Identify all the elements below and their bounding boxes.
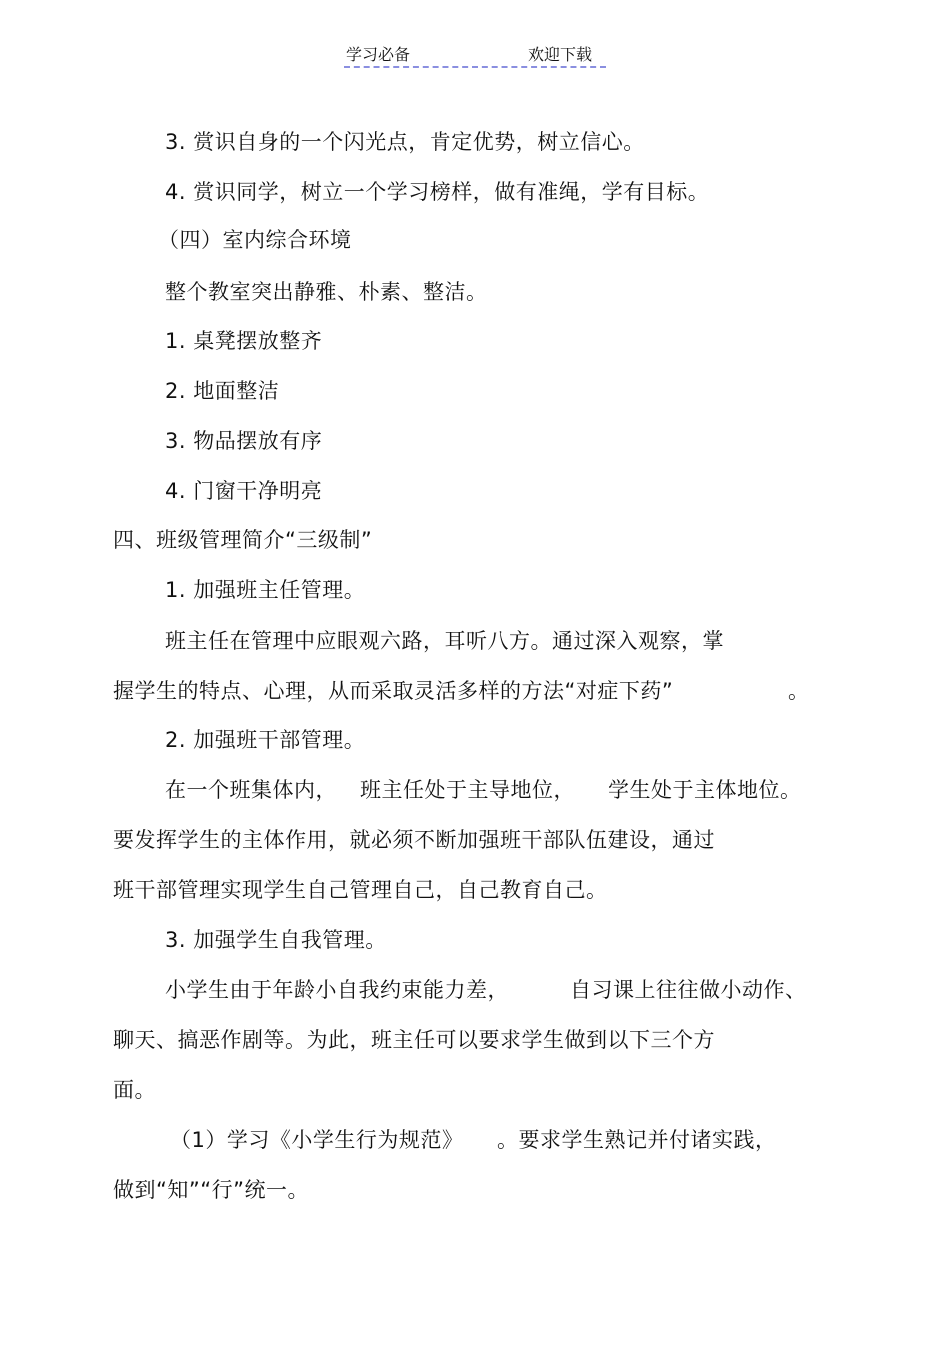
paragraph-line: 学生处于主体地位。 xyxy=(608,778,802,802)
paragraph-line: 做到“知”“行”统一。 xyxy=(113,1178,310,1202)
paragraph-line: 班主任处于主导地位， xyxy=(360,778,575,802)
section-heading: 四、班级管理简介“三级制” xyxy=(113,528,373,552)
paragraph-line: 握学生的特点、心理，从而采取灵活多样的方法“对症下药” xyxy=(113,679,674,703)
text-line: 3. 赏识自身的一个闪光点，肯定优势，树立信心。 xyxy=(165,130,645,154)
paragraph-line: 自习课上往往做小动作、 xyxy=(570,978,807,1002)
list-item: 1. 桌凳摆放整齐 xyxy=(165,329,323,353)
page-header xyxy=(344,38,606,68)
paragraph-line: 面。 xyxy=(113,1078,156,1102)
section-heading: （四）室内综合环境 xyxy=(158,228,352,252)
paragraph-line: 在一个班集体内， xyxy=(165,778,337,802)
list-item: 3. 物品摆放有序 xyxy=(165,429,323,453)
paragraph-line: （1）学习《小学生行为规范》 xyxy=(170,1128,464,1152)
header-right-text: 欢迎下载 xyxy=(528,45,593,64)
text-line: 整个教室突出静雅、朴素、整洁。 xyxy=(165,280,488,304)
paragraph-line: 聊天、搞恶作剧等。为此，班主任可以要求学生做到以下三个方 xyxy=(113,1028,715,1052)
subsection-heading: 2. 加强班干部管理。 xyxy=(165,728,366,752)
header-left-text: 学习必备 xyxy=(346,45,411,64)
subsection-heading: 3. 加强学生自我管理。 xyxy=(165,928,387,952)
list-item: 2. 地面整洁 xyxy=(165,379,280,403)
paragraph-line: 小学生由于年龄小自我约束能力差， xyxy=(165,978,509,1002)
paragraph-line: 。要求学生熟记并付诸实践， xyxy=(497,1128,777,1152)
paragraph-line-end: 。 xyxy=(788,679,810,703)
paragraph-line: 要发挥学生的主体作用，就必须不断加强班干部队伍建设，通过 xyxy=(113,828,715,852)
subsection-heading: 1. 加强班主任管理。 xyxy=(165,578,366,602)
paragraph-line: 班干部管理实现学生自己管理自己，自己教育自己。 xyxy=(113,878,608,902)
paragraph-line: 班主任在管理中应眼观六路，耳听八方。通过深入观察，掌 xyxy=(165,629,724,653)
list-item: 4. 门窗干净明亮 xyxy=(165,479,323,503)
text-line: 4. 赏识同学，树立一个学习榜样，做有准绳，学有目标。 xyxy=(165,180,710,204)
